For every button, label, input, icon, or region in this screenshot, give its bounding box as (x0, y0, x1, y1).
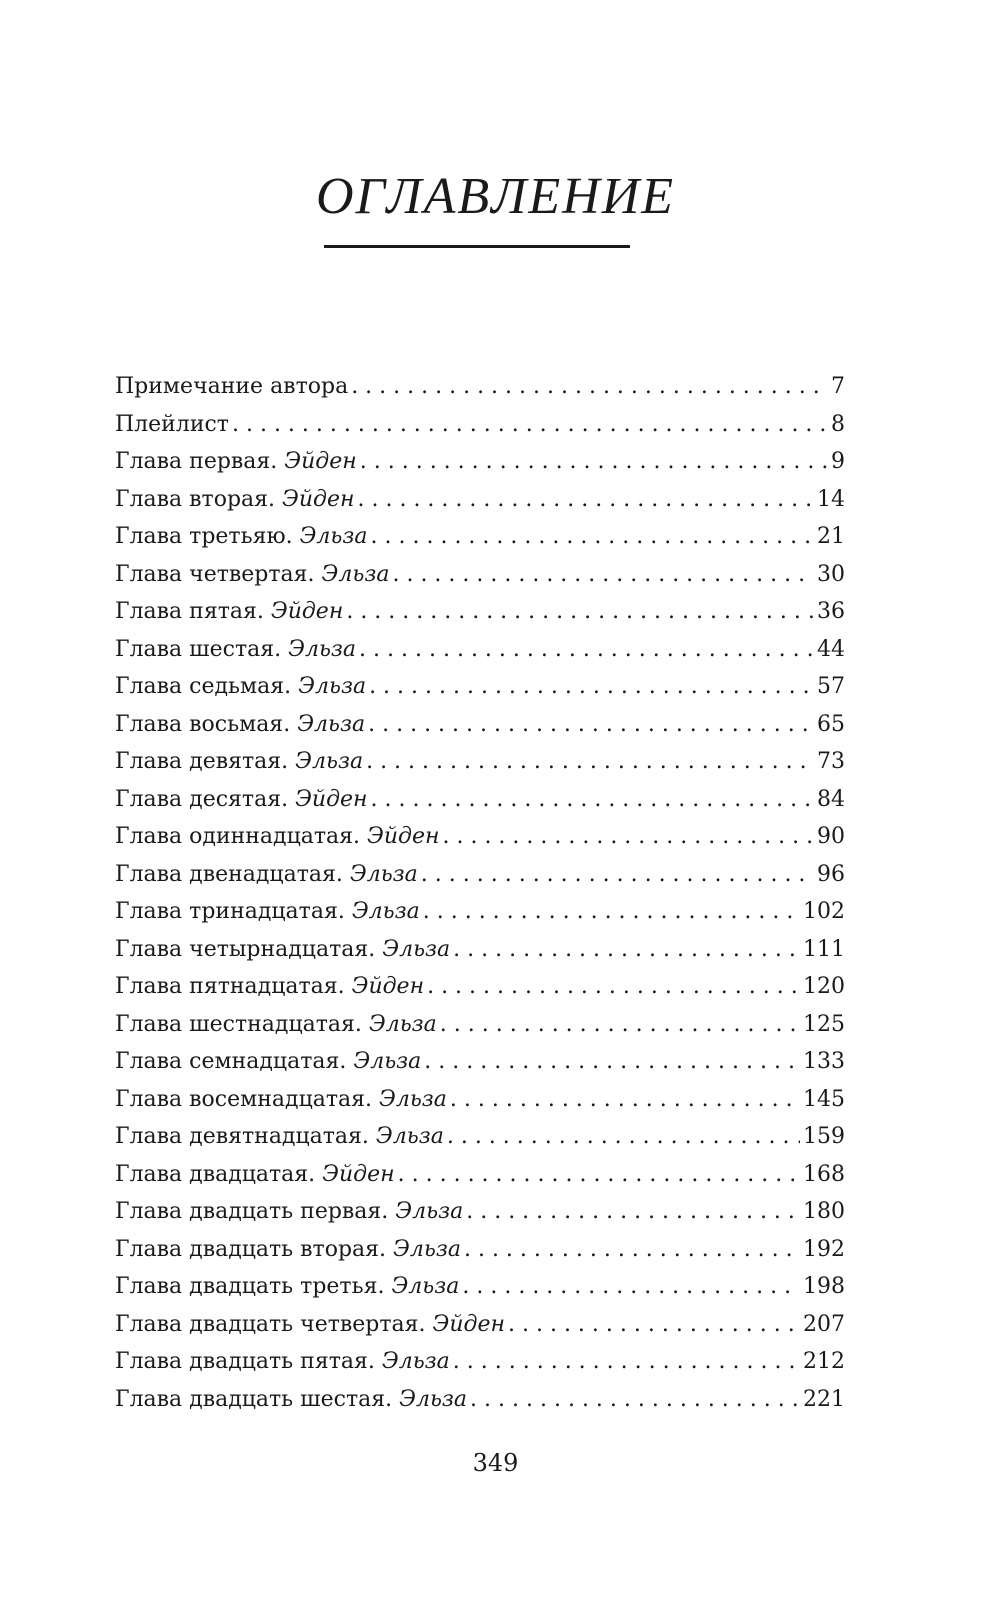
toc-entry-page: 120 (803, 974, 845, 999)
toc-entry-label (115, 1343, 450, 1381)
toc-entry-page: 145 (803, 1086, 845, 1112)
dot-leader (450, 1081, 800, 1119)
toc-entry-page: 96 (817, 861, 845, 887)
dot-leader (440, 1006, 800, 1044)
toc-entry-page: 159 (803, 1124, 845, 1149)
toc-entry (115, 631, 845, 669)
toc-entry-title: Примечание автора (115, 374, 349, 399)
toc-entry (115, 931, 845, 969)
toc-entry-narrator: Эльза (351, 899, 420, 924)
toc-entry-label (115, 668, 366, 706)
toc-entry-narrator: Эльза (349, 861, 418, 887)
dot-leader (453, 1343, 800, 1381)
toc-entry-title: Глава вторая. (115, 486, 283, 512)
toc-entry-label (115, 1043, 421, 1081)
toc-entry-title: Глава шестая. (115, 636, 289, 662)
dot-leader (351, 368, 828, 406)
toc-entry-label (115, 1081, 447, 1119)
toc-entry-title: Глава девятая. (115, 749, 296, 774)
toc-entry-title: Глава двадцать четвертая. (115, 1311, 433, 1337)
dot-leader (470, 1381, 800, 1419)
toc-entry-narrator: Эйден (351, 974, 425, 999)
dot-leader (421, 856, 814, 894)
toc-entry-label (115, 968, 424, 1006)
toc-entry-label (115, 1156, 395, 1194)
toc-entry-page: 102 (803, 899, 845, 924)
toc-entry-label (115, 518, 368, 556)
toc-entry-narrator: Эйден (432, 1311, 505, 1337)
toc-entry-title: Глава первая. (115, 449, 285, 474)
toc-entry-page: 8 (831, 411, 845, 437)
toc-entry-narrator: Эйден (270, 599, 344, 624)
toc-entry-label (115, 481, 355, 519)
dot-leader (508, 1306, 800, 1344)
toc-entry-title: Глава двенадцатая. (115, 861, 350, 887)
toc-entry (115, 1081, 845, 1119)
toc-entry-title: Глава семнадцатая. (115, 1049, 354, 1074)
toc-entry-title: Глава одиннадцатая. (115, 824, 368, 849)
toc-entry-title: Глава третьяю. (115, 524, 300, 549)
toc-entry-label (115, 443, 357, 481)
toc-entry (115, 968, 845, 1006)
page-title: ОГЛАВЛЕНИЕ (315, 168, 676, 225)
toc-entry-title: Глава десятая. (115, 786, 296, 812)
dot-leader (427, 968, 800, 1006)
table-of-contents (115, 368, 845, 1418)
toc-entry-page: 168 (803, 1161, 845, 1187)
toc-entry-page: 73 (817, 749, 845, 774)
dot-leader (371, 518, 814, 556)
toc-entry-narrator: Эльза (299, 524, 368, 549)
toc-entry-page: 57 (817, 674, 845, 699)
toc-entry-label (115, 743, 363, 781)
toc-entry-narrator: Эльза (353, 1049, 422, 1074)
toc-entry-title: Плейлист (115, 411, 229, 437)
dot-leader (442, 818, 814, 856)
toc-entry-label (115, 406, 229, 444)
toc-entry (115, 1006, 845, 1044)
toc-entry-label (115, 856, 418, 894)
toc-entry-page: 111 (803, 936, 845, 962)
toc-entry-narrator: Эльза (321, 561, 390, 587)
dot-leader (424, 1043, 800, 1081)
toc-entry-page: 84 (817, 786, 845, 812)
toc-entry-title: Глава шестнадцатая. (115, 1011, 369, 1037)
toc-entry-page: 90 (817, 824, 845, 849)
dot-leader (360, 443, 828, 481)
dot-leader (232, 406, 828, 444)
toc-entry (115, 556, 845, 594)
toc-entry-page: 44 (817, 636, 845, 662)
dot-leader (358, 481, 815, 519)
toc-entry (115, 1306, 845, 1344)
toc-entry-title: Глава пятая. (115, 599, 271, 624)
toc-entry-label (115, 1381, 467, 1419)
toc-entry (115, 1343, 845, 1381)
toc-entry-narrator: Эльза (391, 1274, 460, 1299)
toc-entry-label (115, 893, 420, 931)
toc-entry-narrator: Эйден (322, 1161, 395, 1187)
toc-entry-title: Глава четвертая. (115, 561, 322, 587)
toc-entry-label (115, 1268, 459, 1306)
toc-entry (115, 1043, 845, 1081)
toc-entry-page: 180 (803, 1199, 845, 1224)
toc-entry-label (115, 1306, 505, 1344)
dot-leader (462, 1268, 800, 1306)
toc-entry (115, 706, 845, 744)
toc-entry (115, 743, 845, 781)
toc-entry (115, 856, 845, 894)
toc-entry-narrator: Эльза (368, 1011, 437, 1037)
toc-entry-narrator: Эльза (375, 1124, 444, 1149)
toc-entry-page: 207 (803, 1311, 845, 1337)
dot-leader (423, 893, 800, 931)
toc-entry (115, 406, 845, 444)
toc-entry-narrator: Эйден (282, 486, 355, 512)
page-number: 349 (472, 1449, 519, 1477)
toc-entry (115, 668, 845, 706)
dot-leader (398, 1156, 800, 1194)
toc-entry-narrator: Эльза (381, 1349, 450, 1374)
toc-entry-title: Глава восемнадцатая. (115, 1086, 379, 1112)
toc-entry-page: 14 (817, 486, 845, 512)
dot-leader (464, 1231, 800, 1269)
toc-entry-page: 133 (803, 1049, 845, 1074)
toc-entry (115, 781, 845, 819)
toc-entry-title: Глава двадцать третья. (115, 1274, 392, 1299)
toc-entry-narrator: Эльза (395, 1199, 464, 1224)
toc-entry-label (115, 931, 450, 969)
toc-entry-label (115, 1193, 463, 1231)
dot-leader (369, 668, 814, 706)
toc-entry-label (115, 1006, 437, 1044)
toc-entry (115, 818, 845, 856)
toc-entry-title: Глава восьмая. (115, 711, 298, 737)
toc-entry (115, 1268, 845, 1306)
toc-entry-title: Глава двадцать шестая. (115, 1386, 400, 1412)
toc-entry-label (115, 781, 368, 819)
toc-entry (115, 1118, 845, 1156)
toc-entry-label (115, 1118, 444, 1156)
toc-entry-page: 30 (817, 561, 845, 587)
toc-entry-narrator: Эйден (367, 824, 440, 849)
toc-entry-title: Глава двадцать вторая. (115, 1236, 394, 1262)
toc-entry-narrator: Эльза (297, 711, 366, 737)
toc-entry-narrator: Эльза (393, 1236, 461, 1262)
toc-entry-title: Глава девятнадцатая. (115, 1124, 376, 1149)
toc-entry-narrator: Эльза (382, 936, 451, 962)
dot-leader (371, 781, 814, 819)
dot-leader (466, 1193, 800, 1231)
toc-entry (115, 443, 845, 481)
toc-entry-label (115, 593, 343, 631)
dot-leader (346, 593, 814, 631)
toc-entry (115, 368, 845, 406)
toc-entry-label (115, 368, 348, 406)
toc-entry-label (115, 706, 365, 744)
toc-entry-page: 212 (803, 1349, 845, 1374)
toc-entry (115, 893, 845, 931)
toc-entry (115, 518, 845, 556)
toc-entry-narrator: Эльза (378, 1086, 447, 1112)
toc-entry (115, 481, 845, 519)
toc-entry (115, 1156, 845, 1194)
toc-entry-title: Глава двадцать пятая. (115, 1349, 382, 1374)
toc-entry-page: 198 (803, 1274, 845, 1299)
toc-entry-page: 9 (831, 449, 845, 474)
toc-entry-narrator: Эльза (288, 636, 357, 662)
toc-entry-page: 192 (803, 1236, 845, 1262)
toc-entry-title: Глава тринадцатая. (115, 899, 352, 924)
dot-leader (392, 556, 814, 594)
toc-entry-title: Глава четырнадцатая. (115, 936, 383, 962)
toc-entry-label (115, 556, 389, 594)
toc-entry-page: 7 (831, 374, 845, 399)
toc-entry-page: 125 (803, 1011, 845, 1037)
toc-entry-label (115, 818, 439, 856)
toc-entry (115, 1231, 845, 1269)
toc-entry-page: 36 (817, 599, 845, 624)
toc-entry-title: Глава двадцатая. (115, 1161, 323, 1187)
toc-entry-page: 65 (817, 711, 845, 737)
toc-entry-narrator: Эйден (284, 449, 357, 474)
dot-leader (453, 931, 800, 969)
toc-entry-label (115, 1231, 461, 1269)
toc-entry-narrator: Эйден (295, 786, 368, 812)
toc-entry (115, 1193, 845, 1231)
toc-entry (115, 593, 845, 631)
toc-entry-narrator: Эльза (295, 749, 364, 774)
toc-entry-narrator: Эльза (298, 674, 367, 699)
toc-entry-title: Глава двадцать первая. (115, 1199, 396, 1224)
toc-entry-label (115, 631, 356, 669)
dot-leader (447, 1118, 800, 1156)
toc-entry-title: Глава пятнадцатая. (115, 974, 352, 999)
dot-leader (366, 743, 814, 781)
toc-entry-title: Глава седьмая. (115, 674, 299, 699)
toc-entry (115, 1381, 845, 1419)
toc-entry-page: 21 (817, 524, 845, 549)
title-underline (324, 245, 630, 248)
dot-leader (368, 706, 814, 744)
toc-entry-page: 221 (803, 1386, 845, 1412)
toc-entry-narrator: Эльза (399, 1386, 468, 1412)
dot-leader (359, 631, 814, 669)
